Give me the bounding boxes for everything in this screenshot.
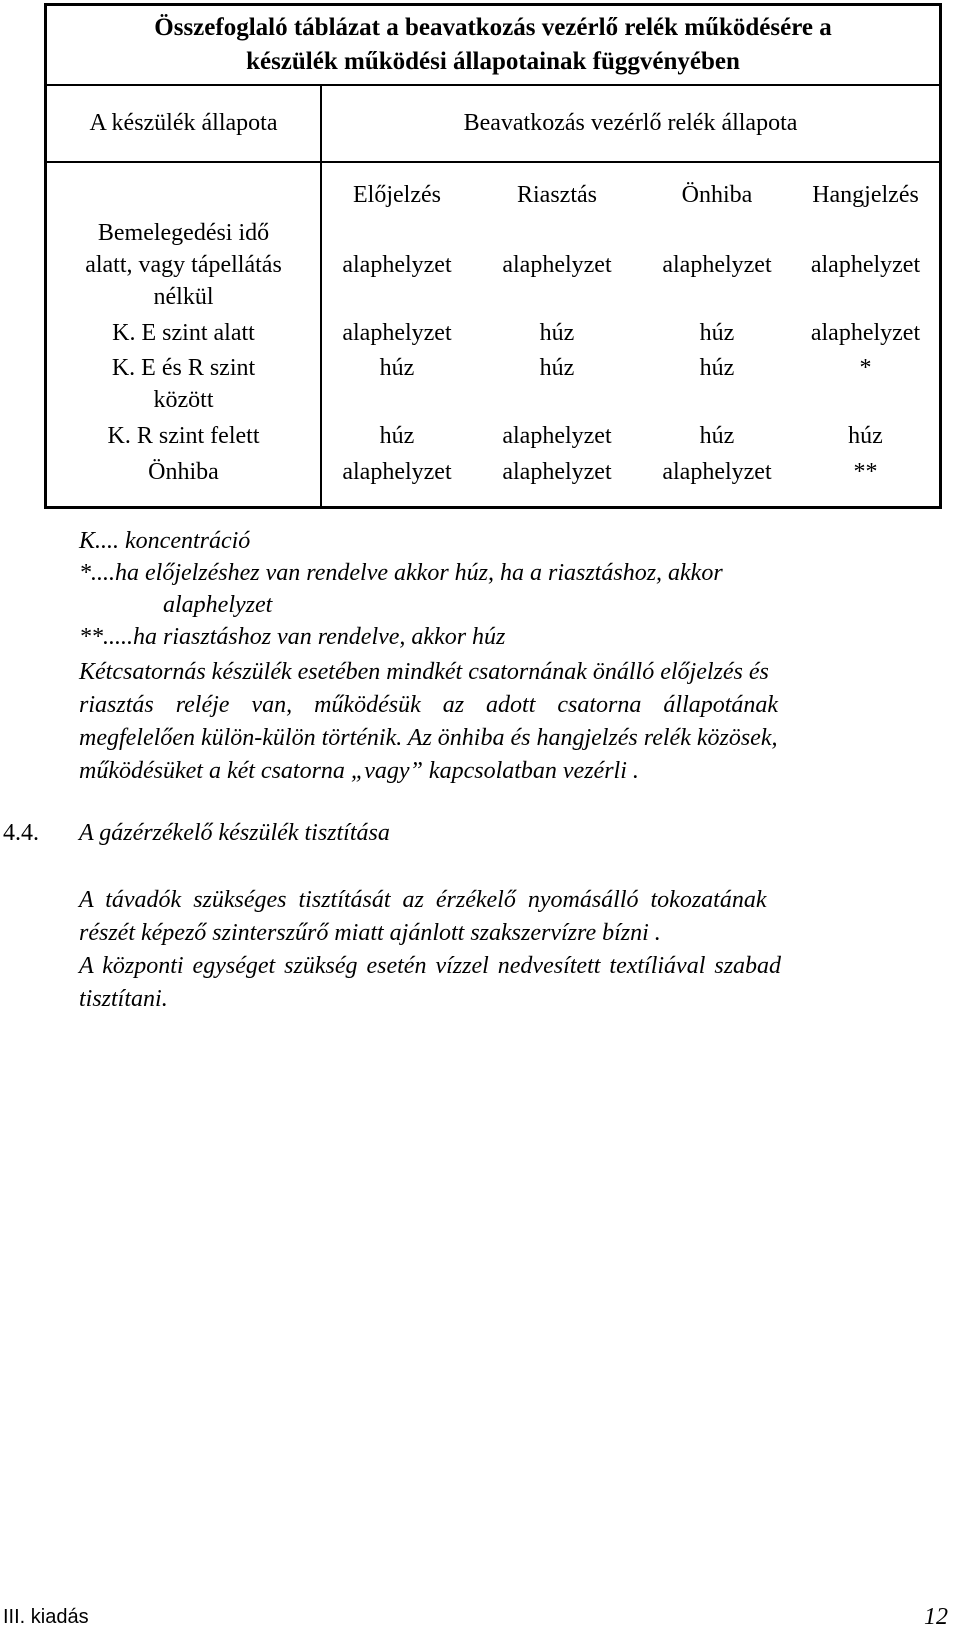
- table-cell: alaphelyzet: [342, 459, 452, 485]
- table-cell: alaphelyzet: [342, 320, 452, 346]
- paragraph-line: A távadók szükséges tisztítását az érzékelő nyomásálló tokozatának: [79, 887, 767, 913]
- paragraph-line: riasztás reléje van, működésük az adott csatorna állapotának: [79, 692, 779, 718]
- table-cell: húz: [379, 355, 415, 381]
- row-label-line: között: [153, 387, 214, 413]
- paragraph-line: megfelelően külön-külön történik. Az önhiba és hangjelzés relék közösek,: [79, 725, 778, 751]
- table-title-line: készülék működési állapotainak függvényében: [246, 48, 740, 75]
- row-label-line: K. E és R szint: [111, 355, 256, 381]
- row-label-line: nélkül: [153, 284, 214, 310]
- table-cell: húz: [699, 320, 735, 346]
- row-divider: [47, 161, 939, 163]
- column-header: Hangjelzés: [812, 182, 919, 208]
- table-cell: alaphelyzet: [502, 252, 612, 278]
- row-label-line: alatt, vagy tápellátás: [85, 252, 282, 278]
- table-cell: alaphelyzet: [662, 459, 772, 485]
- table-cell: húz: [699, 423, 735, 449]
- row-label-line: Bemelegedési idő: [97, 220, 270, 246]
- page-number: 12: [924, 1604, 948, 1630]
- note-concentration: K.... koncentráció: [79, 528, 251, 554]
- table-cell: húz: [379, 423, 415, 449]
- table-cell: alaphelyzet: [342, 252, 452, 278]
- edition-label: III. kiadás: [3, 1606, 89, 1628]
- table-title-line: Összefoglaló táblázat a beavatkozás vezérlő relék működésére a: [154, 14, 832, 41]
- row-label: K. E szint alatt: [112, 320, 255, 346]
- row-label: K. R szint felett: [107, 423, 260, 449]
- note-single-asterisk-cont: alaphelyzet: [163, 592, 273, 618]
- table-cell: alaphelyzet: [810, 252, 921, 278]
- paragraph-line: részét képező szinterszűrő miatt ajánlott szakszervízre bízni .: [79, 920, 661, 946]
- paragraph-line: működésüket a két csatorna „vagy” kapcsolatban vezérli .: [79, 758, 639, 784]
- row-label: Önhiba: [148, 459, 219, 485]
- section-heading: A gázérzékelő készülék tisztítása: [79, 820, 390, 846]
- table-cell: húz: [539, 320, 575, 346]
- row-label: [47, 217, 320, 313]
- device-state-header: A készülék állapota: [89, 110, 278, 136]
- relay-state-header: Beavatkozás vezérlő relék állapota: [463, 110, 798, 136]
- table-cell: húz: [848, 423, 883, 449]
- note-single-asterisk: *....ha előjelzéshez van rendelve akkor húz, ha a riasztáshoz, akkor: [79, 560, 723, 586]
- table-cell: alaphelyzet: [662, 252, 772, 278]
- paragraph-line: Kétcsatornás készülék esetében mindkét csatornának önálló előjelzés és: [79, 659, 769, 685]
- column-header: Riasztás: [517, 182, 597, 208]
- row-label: [47, 352, 320, 416]
- table-cell: *: [859, 355, 872, 381]
- table-cell: alaphelyzet: [502, 459, 612, 485]
- table-cell: alaphelyzet: [502, 423, 612, 449]
- table-cell: húz: [539, 355, 575, 381]
- section-number: 4.4.: [3, 820, 39, 846]
- table-cell: **: [853, 459, 878, 485]
- note-double-asterisk: **.....ha riasztáshoz van rendelve, akkor húz: [79, 624, 506, 650]
- table-title: [47, 6, 939, 86]
- paragraph-line: A központi egységet szükség esetén vízzel nedvesített textíliával szabad: [79, 953, 782, 979]
- table-cell: húz: [699, 355, 735, 381]
- column-header: Önhiba: [681, 182, 753, 208]
- summary-table: [44, 3, 942, 509]
- table-cell: alaphelyzet: [810, 320, 921, 346]
- paragraph-line: tisztítani.: [79, 986, 168, 1012]
- column-header: Előjelzés: [353, 182, 441, 208]
